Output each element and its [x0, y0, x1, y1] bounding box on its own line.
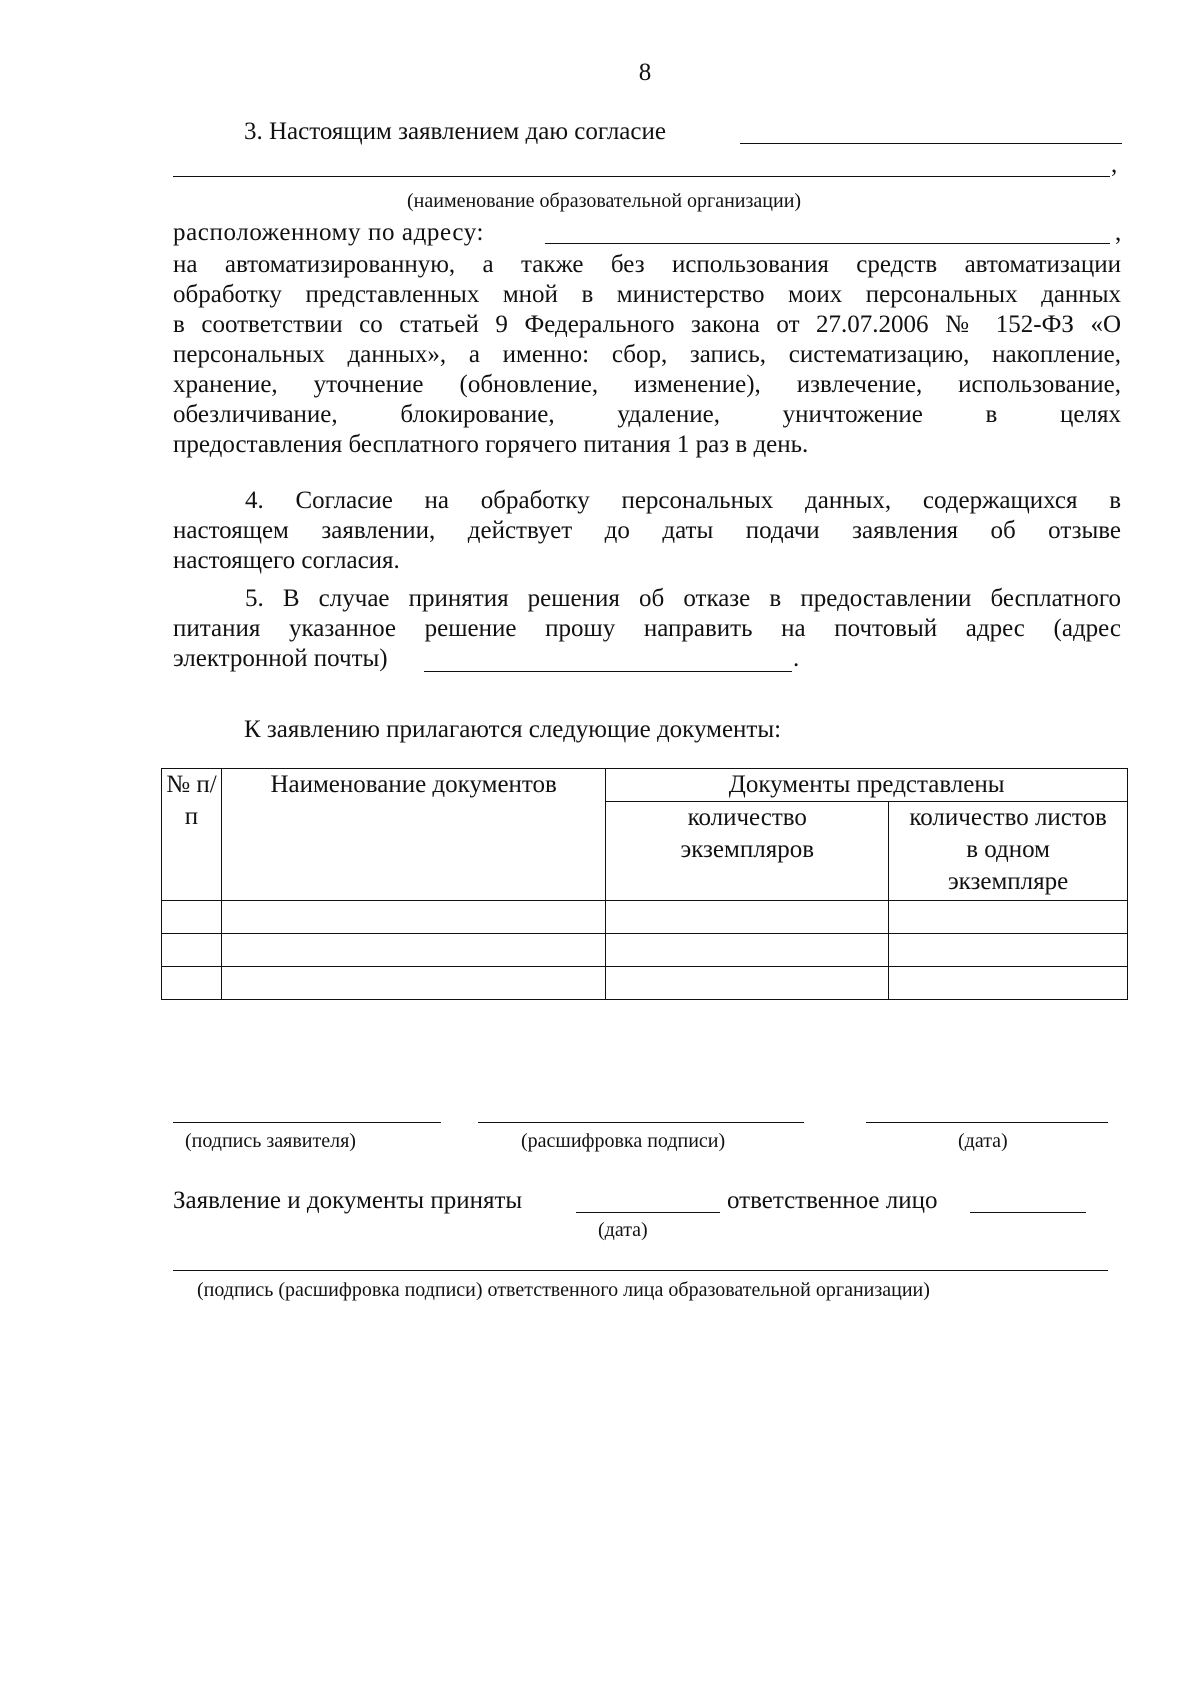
responsible-signature-caption: (подпись (расшифровка подписи) ответственного лица образовательной организации): [197, 1279, 930, 1301]
item4-body: [173, 486, 1121, 576]
item5-last-end: .: [793, 645, 800, 672]
table-cell[interactable]: [162, 967, 222, 1000]
header-documents-presented: Документы представлены: [606, 769, 1128, 802]
item4-line: настоящем заявлении, действует до даты подачи заявления об отзыве: [173, 517, 1121, 544]
accepted-date-caption: (дата): [598, 1219, 648, 1241]
table-cell[interactable]: [889, 934, 1128, 967]
item3-last-line: предоставления бесплатного горячего питания 1 раз в день.: [173, 431, 809, 458]
page-number: 8: [638, 59, 652, 86]
org-name-caption: (наименование образовательной организации): [407, 190, 802, 212]
documents-table: [161, 768, 1128, 1000]
item5-line: питания указанное решение прошу направить на почтовый адрес (адрес: [173, 615, 1121, 642]
header-document-name: Наименование документов: [221, 769, 605, 901]
accepted-lead: Заявление и документы приняты: [173, 1187, 523, 1214]
table-row: [162, 901, 1128, 934]
item3-line: на автоматизированную, а также без использования средств автоматизации: [173, 251, 1121, 278]
table-cell[interactable]: [221, 967, 605, 1000]
table-row: [162, 934, 1128, 967]
applicant-signature-line[interactable]: [173, 1122, 441, 1123]
responsible-signature-line[interactable]: [173, 1270, 1108, 1271]
item4-line: 4. Согласие на обработку персональных данных, содержащихся в: [245, 487, 1121, 514]
responsible-person-label: ответственное лицо: [727, 1187, 938, 1214]
responsible-person-field-line[interactable]: [970, 1212, 1086, 1213]
table-cell[interactable]: [889, 901, 1128, 934]
item5-last-lead: электронной почты): [173, 645, 388, 672]
table-cell[interactable]: [606, 901, 889, 934]
email-field-line[interactable]: [424, 671, 792, 672]
org-name-field-line-2[interactable]: [173, 176, 1110, 177]
item3-line: персональных данных», а именно: сбор, запись, систематизацию, накопление,: [173, 341, 1121, 368]
header-sheets-per-copy: количество листов в одном экземпляре: [889, 802, 1128, 901]
table-cell[interactable]: [221, 901, 605, 934]
signature-date-line[interactable]: [866, 1122, 1108, 1123]
table-cell[interactable]: [606, 934, 889, 967]
address-comma: ,: [1115, 219, 1122, 246]
item5-body: [173, 584, 1121, 644]
item3-line: обезличивание, блокирование, удаление, уничтожение в целях: [173, 401, 1121, 428]
item3-lead: 3. Настоящим заявлением даю согласие: [244, 118, 666, 145]
item5-line: 5. В случае принятия решения об отказе в предоставлении бесплатного: [245, 585, 1121, 612]
table-cell[interactable]: [221, 934, 605, 967]
signature-transcript-line[interactable]: [478, 1122, 804, 1123]
signature-date-caption: (дата): [958, 1130, 1008, 1152]
item4-last-line: настоящего согласия.: [173, 547, 400, 574]
table-header-row: [162, 769, 1128, 802]
table-cell[interactable]: [606, 967, 889, 1000]
table-row: [162, 967, 1128, 1000]
org-name-comma: ,: [1111, 151, 1118, 178]
item3-line: хранение, уточнение (обновление, изменение), извлечение, использование,: [173, 371, 1121, 398]
attachments-heading: К заявлению прилагаются следующие документы:: [244, 716, 782, 743]
accepted-date-field-line[interactable]: [576, 1212, 720, 1213]
signature-transcript-caption: (расшифровка подписи): [521, 1130, 726, 1152]
table-cell[interactable]: [162, 934, 222, 967]
table-cell[interactable]: [162, 901, 222, 934]
header-copies-count: количество экземпляров: [606, 802, 889, 901]
item3-line: в соответствии со статьей 9 Федерального закона от 27.07.2006 № 152-ФЗ «О: [173, 311, 1121, 338]
applicant-signature-caption: (подпись заявителя): [185, 1130, 356, 1152]
org-name-field-line-1[interactable]: [740, 143, 1122, 144]
address-lead: расположенному по адресу:: [173, 219, 485, 246]
header-number: № п/п: [162, 769, 222, 901]
item3-line: обработку представленных мной в министерство моих персональных данных: [173, 281, 1121, 308]
item3-body: [173, 250, 1121, 460]
address-field-line[interactable]: [545, 243, 1110, 244]
table-cell[interactable]: [889, 967, 1128, 1000]
